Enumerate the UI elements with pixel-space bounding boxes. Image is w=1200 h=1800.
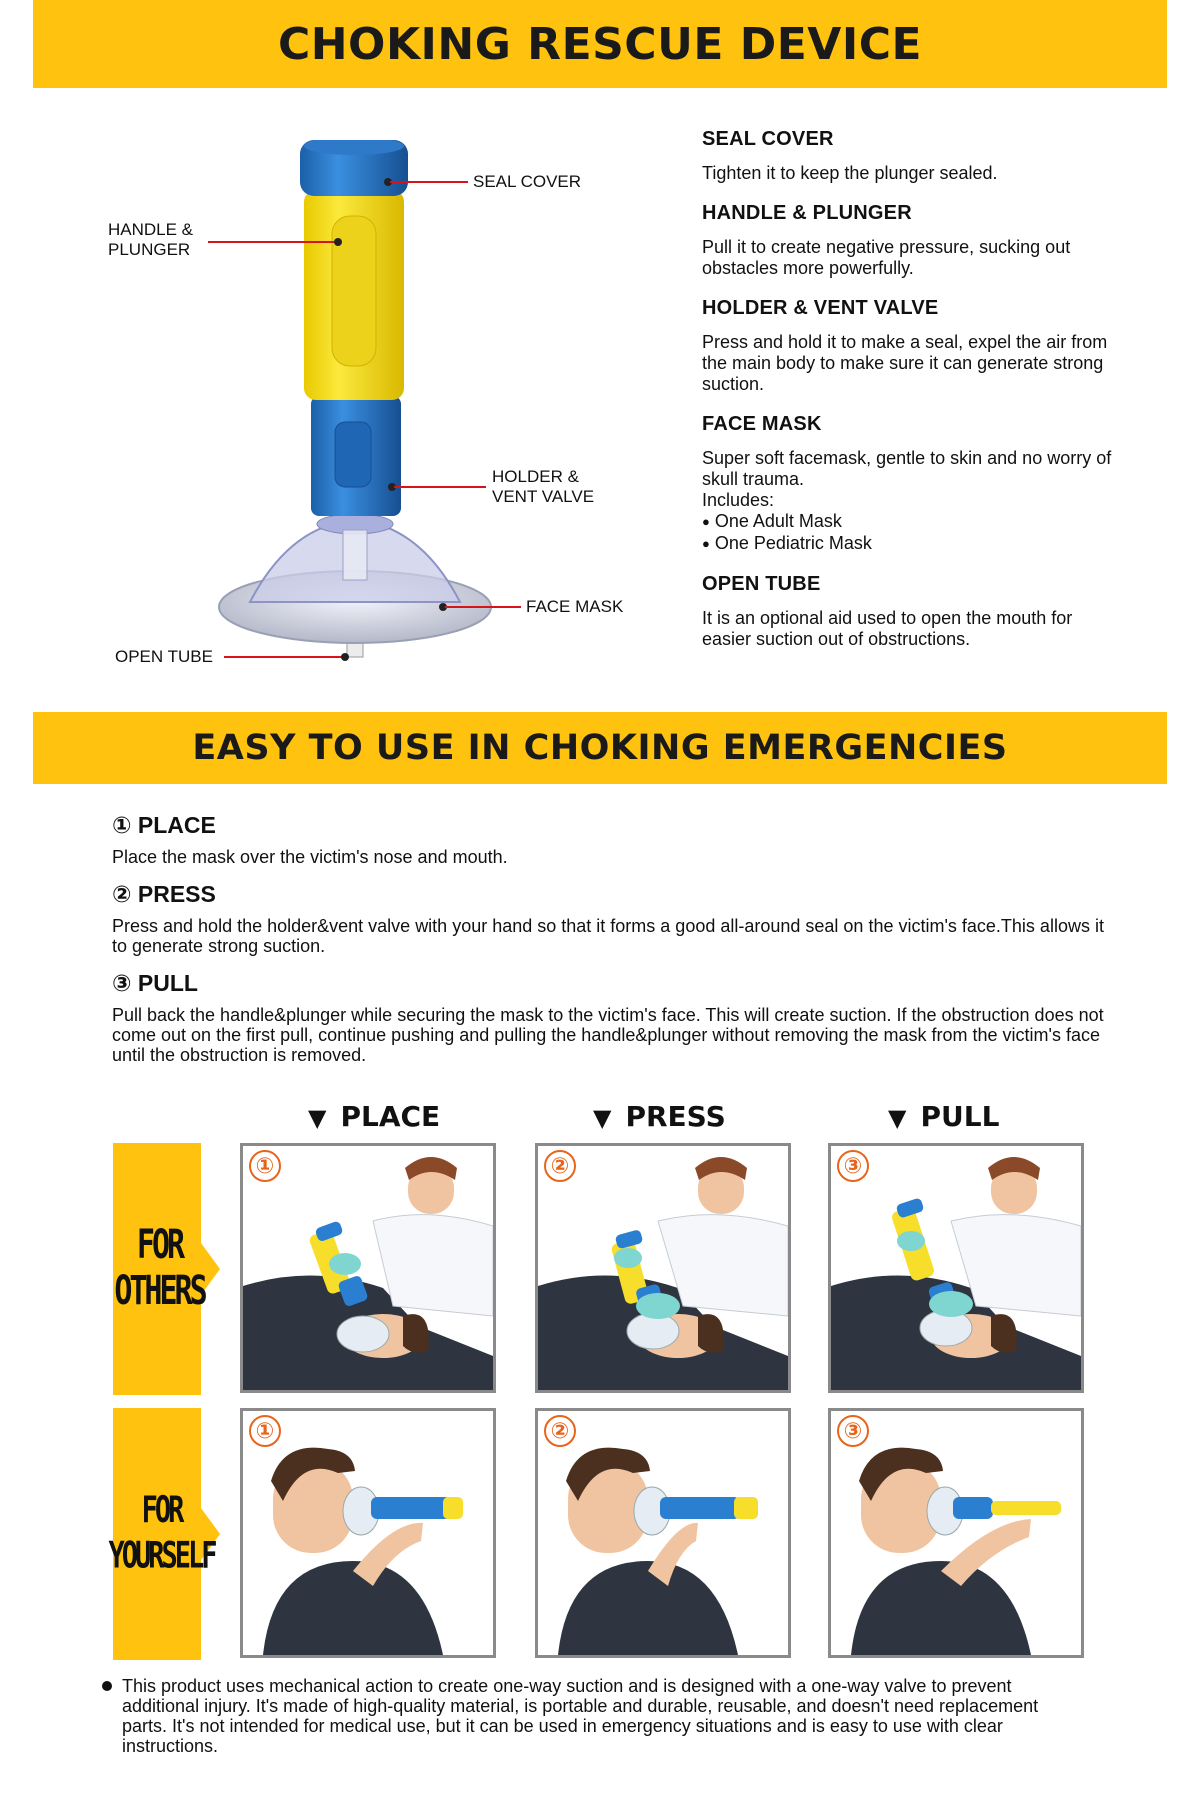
rescuer-patient-illustration — [831, 1146, 1081, 1390]
panel-yourself-press — [535, 1408, 791, 1658]
face-mask-line — [445, 606, 521, 608]
row-tab-others — [113, 1143, 220, 1395]
panel-yourself-pull — [828, 1408, 1084, 1658]
seal-cover-line — [390, 181, 468, 183]
step-number-badge: ③ — [837, 1415, 869, 1447]
column-heading-pull: ▼ PULL — [888, 1100, 1000, 1133]
parts-list — [702, 128, 1122, 668]
section-title: EASY TO USE IN CHOKING EMERGENCIES — [192, 728, 1008, 768]
step-number-badge: ① — [249, 1150, 281, 1182]
bullet-icon — [102, 1681, 112, 1691]
part-desc: Tighten it to keep the plunger sealed. — [702, 163, 998, 183]
step-desc: Place the mask over the victim's nose and mouth. — [112, 847, 508, 867]
step-number-badge: ② — [544, 1415, 576, 1447]
part-includes-label: Includes: — [702, 490, 775, 510]
rescuer-patient-illustration — [538, 1146, 788, 1390]
part-handle-plunger — [702, 202, 1122, 279]
seal-cover-callout: SEAL COVER — [473, 172, 582, 191]
part-title: HANDLE & PLUNGER — [702, 202, 912, 224]
step-number-badge: ① — [249, 1415, 281, 1447]
panel-others-place — [240, 1143, 496, 1393]
list-item: ● One Pediatric Mask — [702, 533, 1122, 555]
part-title: HOLDER & VENT VALVE — [702, 297, 939, 319]
triangle-down-icon: ▼ — [888, 1104, 907, 1132]
open-tube-dot — [341, 653, 349, 661]
holder-vent-callout: HOLDER & VENT VALVE — [492, 467, 595, 506]
step-title: ③ PULL — [112, 970, 198, 996]
panel-others-press — [535, 1143, 791, 1393]
row-tab-yourself — [108, 1408, 220, 1660]
self-rescue-illustration — [243, 1411, 493, 1655]
list-item: ● One Adult Mask — [702, 511, 1122, 533]
step-place — [112, 812, 1112, 867]
footnote-text: This product uses mechanical action to create one-way suction and is designed with a one-way valve to prevent additional injury. It's made of high-quality material, is portable and durable, reusable, and doesn't need replacement parts. It's not intended for medical use, but it can be used in emergency situations and is easy to use with clear instructions. — [122, 1676, 1039, 1756]
instruction-steps — [112, 812, 1112, 1079]
part-title: SEAL COVER — [702, 128, 834, 150]
triangle-down-icon: ▼ — [308, 1104, 327, 1132]
part-seal-cover — [702, 128, 1122, 184]
step-number-badge: ② — [544, 1150, 576, 1182]
part-open-tube — [702, 573, 1122, 650]
handle-plunger-callout: HANDLE & PLUNGER — [108, 220, 194, 259]
part-desc: Press and hold it to make a seal, expel the air from the main body to make sure it can generate strong suction. — [702, 332, 1108, 394]
step-title: ② PRESS — [112, 881, 216, 907]
part-desc: Pull it to create negative pressure, sucking out obstacles more powerfully. — [702, 237, 1071, 278]
step-desc: Pull back the handle&plunger while securing the mask to the victim's face. This will create suction. If the obstruction does not come out on the first pull, continue pushing and pulling the handle&plunger without removing the mask from the victim's face until the obstruction is removed. — [112, 1005, 1104, 1065]
step-title: ① PLACE — [112, 812, 216, 838]
self-rescue-illustration — [538, 1411, 788, 1655]
handle-plunger-dot — [334, 238, 342, 246]
section-banner — [33, 712, 1167, 784]
step-pull — [112, 970, 1112, 1065]
part-title: FACE MASK — [702, 413, 822, 435]
row-label: FOR OTHERS — [114, 1221, 205, 1315]
panel-yourself-place — [240, 1408, 496, 1658]
step-press — [112, 881, 1112, 956]
row-label: FOR YOURSELF — [108, 1489, 215, 1578]
part-desc: It is an optional aid used to open the mouth for easier suction out of obstructions. — [702, 608, 1073, 649]
footnote — [102, 1676, 1082, 1756]
triangle-down-icon: ▼ — [593, 1104, 612, 1132]
rescuer-patient-illustration — [243, 1146, 493, 1390]
part-face-mask — [702, 413, 1122, 555]
handle-plunger-line — [208, 241, 334, 243]
device-diagram — [90, 140, 660, 680]
part-desc: Super soft facemask, gentle to skin and no worry of skull trauma. — [702, 448, 1112, 489]
open-tube-line — [224, 656, 344, 658]
page-title: CHOKING RESCUE DEVICE — [277, 18, 923, 70]
column-heading-place: ▼ PLACE — [308, 1100, 441, 1133]
part-includes-list — [702, 511, 1122, 555]
column-heading-press: ▼ PRESS — [593, 1100, 726, 1133]
header-banner — [33, 0, 1167, 88]
part-title: OPEN TUBE — [702, 573, 821, 595]
self-rescue-illustration — [831, 1411, 1081, 1655]
open-tube-callout: OPEN TUBE — [115, 647, 213, 666]
panel-others-pull — [828, 1143, 1084, 1393]
step-desc: Press and hold the holder&vent valve with your hand so that it forms a good all-around seal on the victim's face.This allows it to generate strong suction. — [112, 916, 1104, 956]
step-number-badge: ③ — [837, 1150, 869, 1182]
face-mask-callout: FACE MASK — [526, 597, 624, 616]
holder-vent-line — [394, 486, 486, 488]
part-holder-vent — [702, 297, 1122, 395]
